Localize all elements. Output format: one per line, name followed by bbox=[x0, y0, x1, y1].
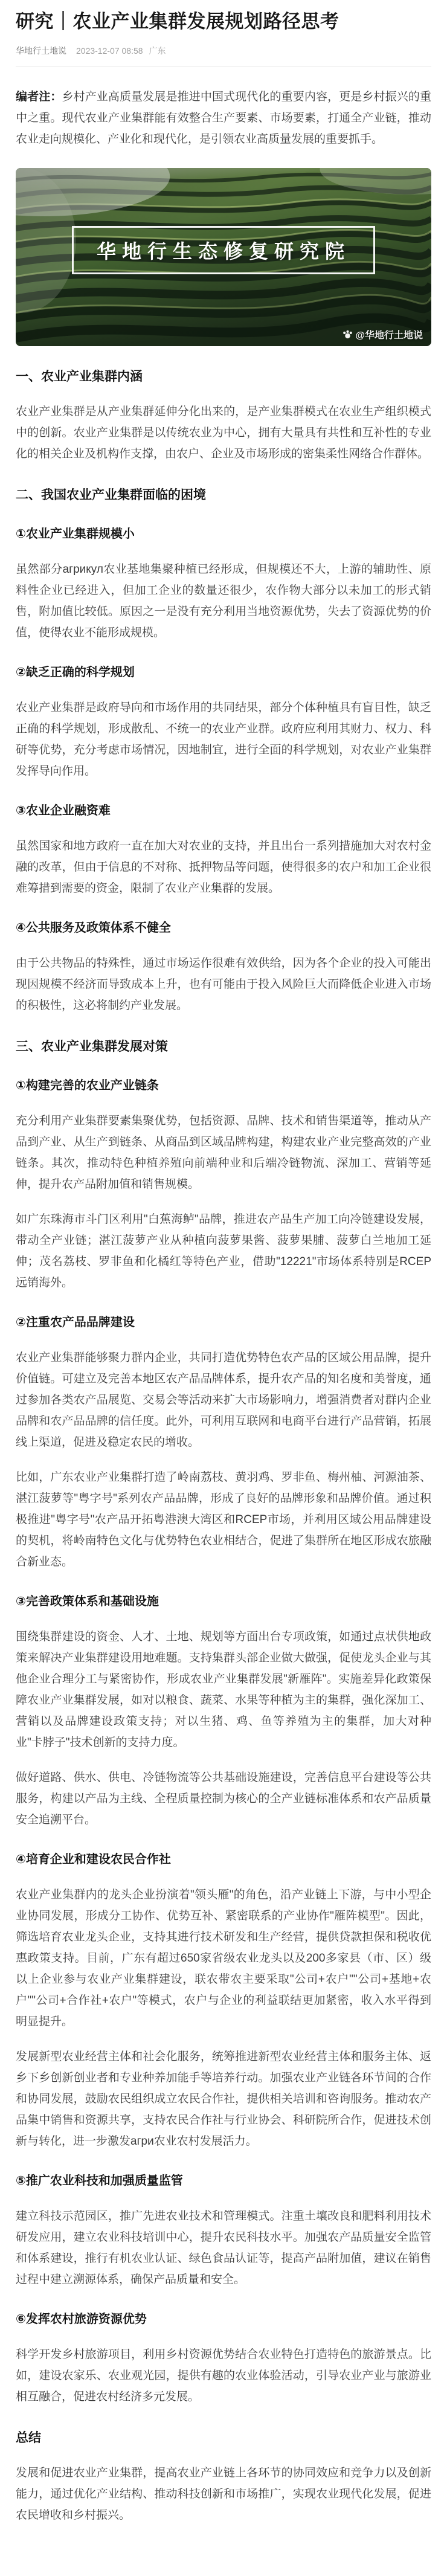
publish-date: 2023-12-07 08:58 bbox=[76, 46, 143, 56]
section-heading: 一、农业产业集群内涵 bbox=[16, 370, 143, 384]
article-paragraph: 虽然部分агрикул农业基地集聚种植已经形成，但规模还不大，上游的辅助性、原料性企业已经进入，但加工企业的数量还很少，农作物大部分以未加工的形式销售，附加值比较低。原因之一是没有充分利用当地资源优势，失去了资源优势的价值，使得农业不能形成规模。 bbox=[16, 563, 431, 640]
page-title: 研究｜农业产业集群发展规划路径思考 bbox=[16, 11, 339, 32]
article-paragraph: 发展和促进农业产业集群，提高农业产业链上各环节的协同效应和竞争力以及创新能力，通过优化产业结构、推动科技创新和市场推广，实现农业现代化发展，促进农民增收和乡村振兴。 bbox=[16, 2467, 431, 2522]
article-paragraph: 比如，广东农业产业集群打造了岭南荔枝、黄羽鸡、罗非鱼、梅州柚、河源油茶、湛江菠萝等"粤字号"系列农产品品牌，形成了良好的品牌形象和品牌价值。通过积极推进"粤字号"农产品开拓粤港澳大湾区和RCEP市场，并利用区域公用品牌建设的契机，将岭南特色文化与优势特色农业相结合，促进了集群所在地区形成农旅融合新业态。 bbox=[16, 1471, 431, 1569]
subsection-heading: ②缺乏正确的科学规划 bbox=[16, 666, 135, 680]
article-paragraph: 发展新型农业经营主体和社会化服务，统筹推进新型农业经营主体和服务主体、返乡下乡创新创业者和专业种养加能手等培养行动。加强农业产业链各环节间的合作和协同发展，鼓励农民组织成立农民合作社，提供相关培训和咨询服务。推动农产品集中销售和资源共享，支持农民合作社与行业协会、科研院所合作，促进技术创新与转化，进一步激发агри农业农村发展活力。 bbox=[16, 2050, 431, 2148]
header-divider bbox=[16, 66, 431, 67]
subsection-heading: ④公共服务及政策体系不健全 bbox=[16, 921, 171, 935]
article-paragraph: 农业产业集群是从产业集群延伸分化出来的，是产业集群模式在农业生产组织模式中的创新。农业产业集群是以传统农业为中心，拥有大量具有共性和互补性的专业化的相关企业及机构作支撑，由农户、企业及市场形成的密集柔性网络合作群体。 bbox=[16, 405, 431, 461]
subsection-heading: ⑥发挥农村旅游资源优势 bbox=[16, 2313, 147, 2326]
article-paragraph: 建立科技示范园区，推广先进农业技术和管理模式。注重土壤改良和肥料利用技术研发应用，建立农业科技培训中心，提升农民科技水平。加强农产品质量安全监管和体系建设，推行有机农业认证、绿色食品认证等，提高产品附加值，建议在销售过程中建立溯源体系，确保产品质量和安全。 bbox=[16, 2210, 431, 2287]
article-paragraph: 围绕集群建设的资金、人才、土地、规划等方面出台专项政策，如通过点状供地政策来解决产业集群建设用地难题。支持集群头部企业做大做强，促使龙头企业与其他企业合理分工与紧密协作，形成农业产业集群发展"新雁阵"。实施差异化政策保障农业产业集群发展，如对以粮食、蔬菜、水果等种植为主的集群，强化深加工、营销以及品牌建设政策支持；对以生猪、鸡、鱼等养殖为主的集群，加大对种业"卡脖子"技术创新的支持力度。 bbox=[16, 1631, 431, 1750]
hero-image[interactable] bbox=[16, 168, 431, 346]
subsection-heading: ⑤推广农业科技和加强质量监管 bbox=[16, 2174, 183, 2188]
byline bbox=[16, 45, 431, 57]
article-paragraph: 农业产业集群是政府导向和市场作用的共同结果，部分个体种植具有盲目性，缺乏正确的科学规划，形成散乱、不统一的农业产业群。政府应利用其财力、权力、科研等优势，充分考虑市场情况，因地制宜，进行全面的科学规划，对农业产业集群发挥导向作用。 bbox=[16, 701, 431, 778]
section-heading: 三、农业产业集群发展对策 bbox=[16, 1040, 168, 1054]
subsection-heading: ④培育企业和建设农民合作社 bbox=[16, 1853, 171, 1867]
article-paragraph: 农业产业集群能够聚力群内企业，共同打造优势特色农产品的区域公用品牌，提升价值链。可建立及完善本地区农产品品牌体系，提升农产品的知名度和美誉度，通过参加各类农产品展览、交易会等活动来扩大市场影响力，增强消费者对群内企业品牌和农产品品牌的信任度。此外，可利用互联网和电商平台进行产品营销，拓展线上渠道，促进及稳定农民的增收。 bbox=[16, 1351, 431, 1449]
article-paragraph: 做好道路、供水、供电、冷链物流等公共基础设施建设，完善信息平台建设等公共服务，构建以产品为主线、全程质量控制为核心的全产业链标准体系和农产品质量安全追溯平台。 bbox=[16, 1771, 431, 1827]
section-heading: 二、我国农业产业集群面临的困境 bbox=[16, 488, 206, 503]
hero-overlay-frame bbox=[72, 226, 375, 274]
editor-note-text: 乡村产业高质量发展是推进中国式现代化的重要内容，更是乡村振兴的重中之重。现代农业产业集群能有效整合生产要素、市场要素，打通全产业链，推动农业走向规模化、产业化和现代化，是引领农业高质量发展的重要抓手。 bbox=[16, 91, 431, 146]
article-paragraph: 充分利用产业集群要素集聚优势，包括资源、品牌、技术和销售渠道等，推动从产品到产业、从生产到链条、从商品到区域品牌构建，构建农业产业完整高效的产业链条。其次，推动特色种植养殖向前端种业和后端冷链物流、深加工、营销等延伸，提升农产品附加值和销售规模。 bbox=[16, 1115, 431, 1191]
author-account-link[interactable]: 华地行土地说 bbox=[16, 46, 66, 56]
article-paragraph: 科学开发乡村旅游项目，利用乡村资源优势结合农业特色打造特色的旅游景点。比如，建设农家乐、农业观光园，提供有趣的农业体验活动，引导农业产业与旅游业相互融合，促进农村经济多元发展。 bbox=[16, 2348, 431, 2404]
publish-location: 广东 bbox=[149, 46, 166, 56]
section-heading: 总结 bbox=[16, 2431, 41, 2446]
article-body bbox=[16, 367, 431, 2526]
article-paragraph: 虽然国家和地方政府一直在加大对农业的支持，并且出台一系列措施加大对农村金融的改革，但由于信息的不对称、抵押物品等问题，使得很多的农户和加工企业很难筹措到需要的资金，限制了农业产业集群的发展。 bbox=[16, 840, 431, 895]
watermark-text: @华地行土地说 bbox=[355, 330, 423, 341]
subsection-heading: ①构建完善的农业产业链条 bbox=[16, 1079, 159, 1093]
article-paragraph: 由于公共物品的特殊性，通过市场运作很难有效供给，因为各个企业的投入可能出现因规模不经济而导致成本上升，也有可能由于投入风险巨大而降低企业进入市场的积极性，这必将制约产业发展。 bbox=[16, 957, 431, 1013]
article-paragraph: 如广东珠海市斗门区利用"白蕉海鲈"品牌，推进农产品生产加工向冷链建设发展，带动全产业链；湛江菠萝产业从种植向菠萝果酱、菠萝果脯、菠萝白兰地加工延伸；茂名荔枝、罗非鱼和化橘红等特色产业，借助"12221"市场体系特别是RCEP远销海外。 bbox=[16, 1213, 431, 1290]
hero-overlay-title: 华地行生态修复研究院 bbox=[96, 240, 351, 262]
subsection-heading: ③完善政策体系和基础设施 bbox=[16, 1595, 159, 1609]
subsection-heading: ③农业企业融资难 bbox=[16, 804, 111, 818]
paw-icon bbox=[342, 329, 353, 340]
article-paragraph: 农业产业集群内的龙头企业扮演着"领头雁"的角色，沿产业链上下游，与中小型企业协同发展，形成分工协作、优势互补、紧密联系的产业协作"雁阵模型"。因此，筛选培育农业龙头企业，支持其进行技术研发和生产经营，提供贷款担保和税收优惠政策支持。目前，广东有超过650家省级农业龙头以及200多家县（市、区）级以上企业参与农业产业集群建设，联农带农主要采取"公司+农户""公司+基地+农户""公司+合作社+农户"等模式，农户与企业的利益联结更加紧密，收入水平得到明显提升。 bbox=[16, 1889, 431, 2029]
image-watermark bbox=[342, 327, 423, 341]
subsection-heading: ②注重农产品品牌建设 bbox=[16, 1316, 135, 1330]
subsection-heading: ①农业产业集群规模小 bbox=[16, 527, 135, 541]
editor-note bbox=[16, 86, 431, 150]
editor-note-label: 编者注： bbox=[16, 91, 62, 104]
